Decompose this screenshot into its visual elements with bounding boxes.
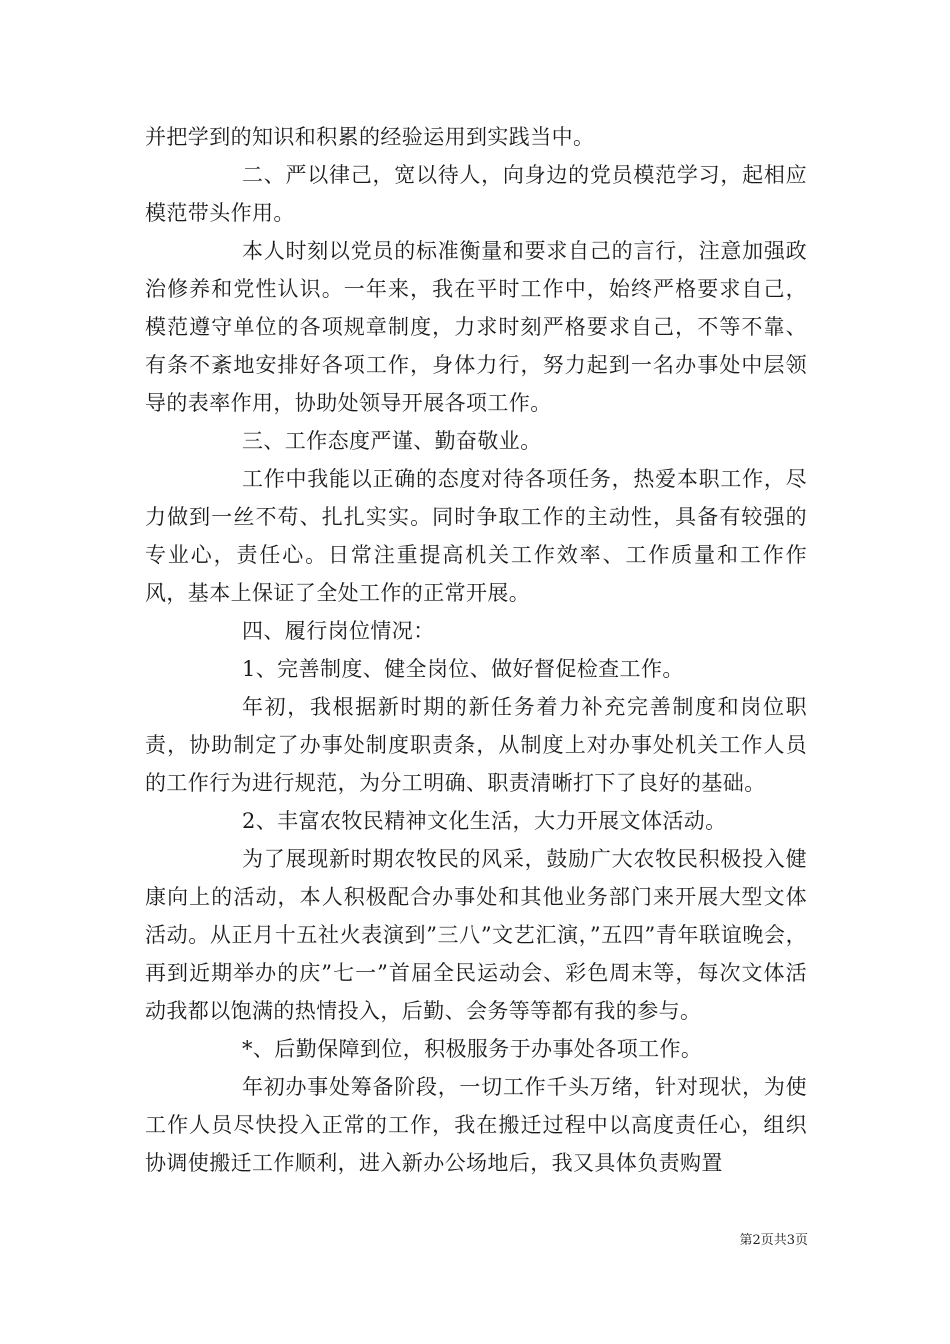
- section-heading-3: 三、工作态度严谨、勤奋敬业。: [242, 429, 542, 453]
- section-heading-2: 二、严以律己，宽以待人，向身边的党员模范学习，起相应模范带头作用。: [145, 163, 807, 225]
- paragraph: 年初，我根据新时期的新任务着力补充完善制度和岗位职责，协助制定了办事处制度职责条，从制度上对办事处机关工作人员的工作行为进行规范，为分工明确、职责清晰打下了良好的基础。: [145, 695, 807, 795]
- subheading-1: 1、完善制度、健全岗位、做好督促检查工作。: [242, 657, 684, 681]
- document-body: [145, 118, 807, 1182]
- page-number: 第2页共3页: [739, 1233, 808, 1248]
- paragraph-continuation: 并把学到的知识和积累的经验运用到实践当中。: [145, 125, 595, 149]
- subheading-3: *、后勤保障到位，积极服务于办事处各项工作。: [242, 1037, 703, 1061]
- paragraph: 为了展现新时期农牧民的风采，鼓励广大农牧民积极投入健康向上的活动，本人积极配合办事处和其他业务部门来开展大型文体活动。从正月十五社火表演到”三八”文艺汇演，”五四”青年联谊晚会，再到近期举办的庆”七一”首届全民运动会、彩色周末等，每次文体活动我都以饱满的热情投入，后勤、会务等等都有我的参与。: [145, 847, 807, 1023]
- section-heading-4: 四、履行岗位情况：: [242, 619, 435, 643]
- paragraph: 工作中我能以正确的态度对待各项任务，热爱本职工作，尽力做到一丝不苟、扎扎实实。同时争取工作的主动性，具备有较强的专业心，责任心。日常注重提高机关工作效率、工作质量和工作作风，基本上保证了全处工作的正常开展。: [145, 467, 807, 605]
- paragraph: 本人时刻以党员的标准衡量和要求自己的言行，注意加强政治修养和党性认识。一年来，我在平时工作中，始终严格要求自己，模范遵守单位的各项规章制度，力求时刻严格要求自己，不等不靠、有条不紊地安排好各项工作，身体力行，努力起到一名办事处中层领导的表率作用，协助处领导开展各项工作。: [145, 239, 807, 415]
- subheading-2: 2、丰富农牧民精神文化生活，大力开展文体活动。: [242, 809, 727, 833]
- paragraph: 年初办事处筹备阶段，一切工作千头万绪，针对现状，为使工作人员尽快投入正常的工作，我在搬迁过程中以高度责任心，组织协调使搬迁工作顺利，进入新办公场地后，我又具体负责购置: [145, 1075, 807, 1175]
